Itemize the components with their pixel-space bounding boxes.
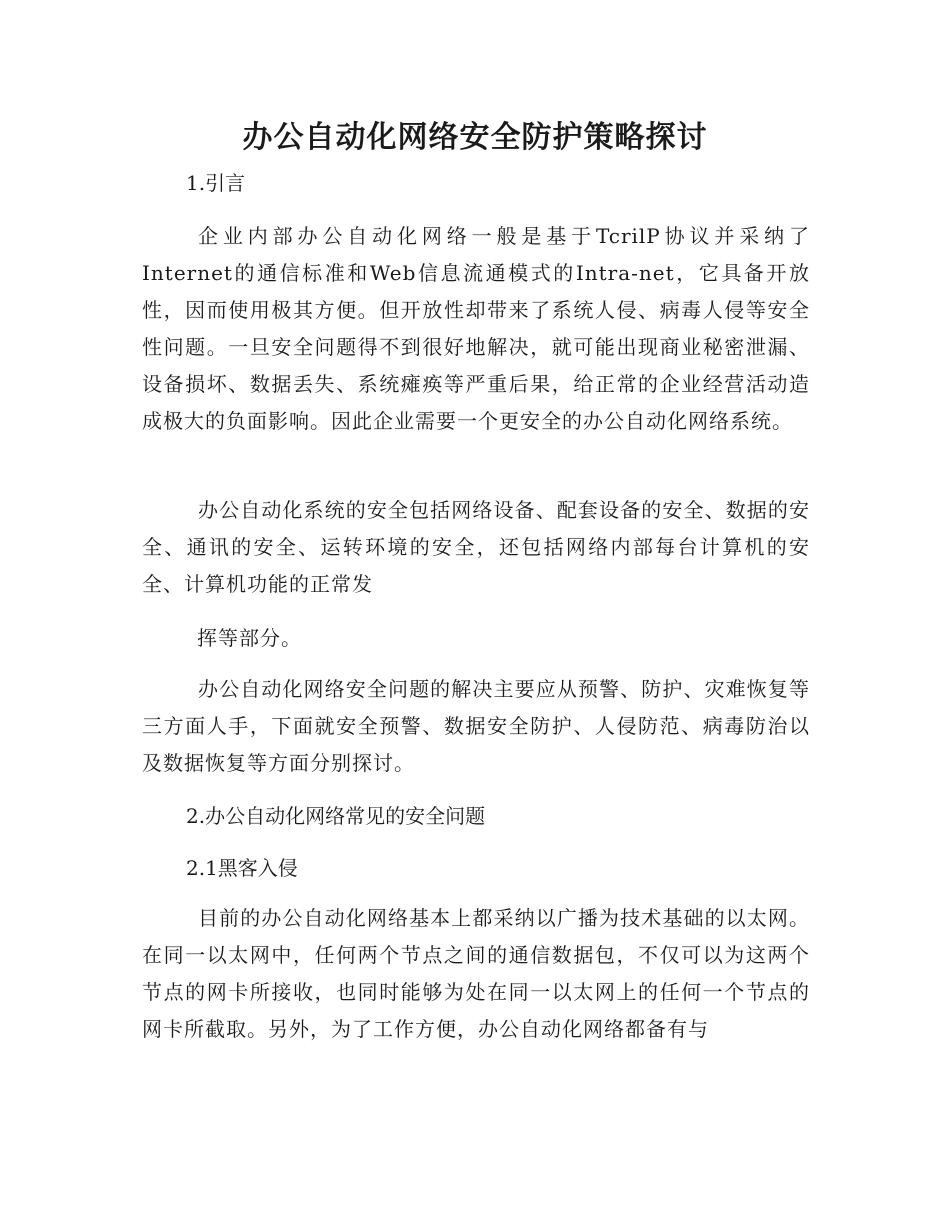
paragraph-intro-1: 企业内部办公自动化网络一般是基于TcrilP协议并采纳了Internet的通信标准和Web信息流通模式的Intra-net，它具备开放性，因而使用极其方便。但开放性却带来了系统人侵、病毒人侵等安全性问题。一旦安全问题得不到很好地解决，就可能出现商业秘密泄漏、设备损坏、数据丢失、系统瘫痪等严重后果，给正常的企业经营活动造成极大的负面影响。因此企业需要一个更安全的办公自动化网络系统。 [142,224,810,433]
paragraph-intro-3: 办公自动化网络安全问题的解决主要应从预警、防护、灾难恢复等三方面人手，下面就安全预警、数据安全防护、人侵防范、病毒防治以及数据恢复等方面分别探讨。 [142,677,810,775]
section-heading-2: 2.办公自动化网络常见的安全问题 [186,804,486,828]
document-title: 办公自动化网络安全防护策略探讨 [242,120,708,155]
paragraph-intro-2: 办公自动化系统的安全包括网络设备、配套设备的安全、数据的安全、通讯的安全、运转环境的安全，还包括网络内部每台计算机的安全、计算机功能的正常发 [142,498,810,596]
paragraph-2-1: 目前的办公自动化网络基本上都采纳以广播为技术基础的以太网。在同一以太网中，任何两个节点之间的通信数据包，不仅可以为这两个节点的网卡所接收，也同时能够为处在同一以太网上的任何一个节点的网卡所截取。另外，为了工作方便，办公自动化网络都备有与 [142,906,810,1041]
paragraph-intro-2-continued: 挥等部分。 [197,626,302,650]
section-heading-intro: 1.引言 [186,171,246,195]
section-heading-2-1: 2.1黑客入侵 [186,856,298,880]
